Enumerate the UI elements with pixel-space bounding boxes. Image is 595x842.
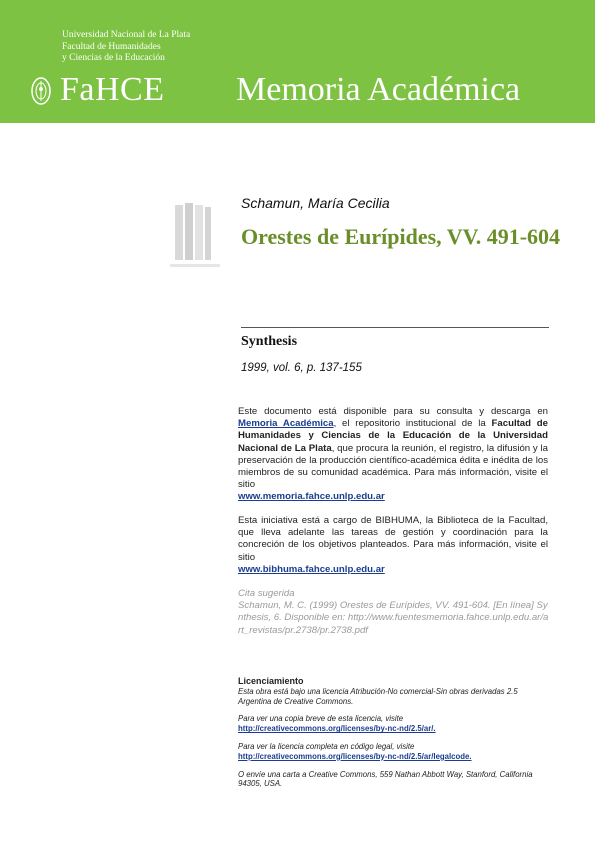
seal-icon: [30, 75, 52, 107]
bibhuma-books-icon: [165, 200, 225, 275]
availability-paragraph: [238, 406, 548, 504]
license-text: Esta obra está bajo una licencia Atribución-No comercial-Sin obras derivadas 2.5 Argentina de Creative Commons.: [238, 686, 518, 706]
suggested-citation: [238, 588, 550, 637]
bibhuma-site-link[interactable]: www.bibhuma.fahce.unlp.edu.ar: [238, 563, 385, 575]
suggested-citation-label: Cita sugerida: [238, 588, 295, 599]
document-title: Orestes de Eurípides, VV. 491-604: [241, 224, 561, 249]
document-author: Schamun, María Cecilia: [241, 195, 390, 211]
memoria-academica-link[interactable]: Memoria Académica: [238, 418, 334, 430]
suggested-citation-text: Schamun, M. C. (1999) Orestes de Eurípides, VV. 491-604. [En línea] Synthesis, 6. Disponible en: http://www.fuentesmemoria.fahce.unlp.edu.ar/art_revistas/pr.2738/pr.2738.pdf: [238, 600, 549, 636]
fahce-logo[interactable]: FaHCE: [60, 71, 165, 108]
citation-details: 1999, vol. 6, p. 137-155: [241, 362, 362, 374]
license-letter-text: O envíe una carta a Creative Commons, 559 Nathan Abbott Way, Stanford, California 94305, USA.: [238, 769, 533, 789]
repository-title[interactable]: Memoria Académica: [236, 71, 521, 108]
paragraph-text: , el repositorio institucional de la: [333, 418, 492, 430]
bibhuma-paragraph: [238, 515, 548, 576]
license-heading: Licenciamiento: [238, 676, 304, 686]
faculty-name: Facultad de Humanidades y Ciencias de la Educación de la Universidad Nacional de La Plata: [238, 418, 548, 454]
license-short-text: Para ver una copia breve de esta licencia, visite: [238, 714, 404, 724]
faculty-line: Facultad de Humanidades: [62, 41, 161, 52]
paragraph-text: Este documento está disponible para su consulta y descarga en: [238, 406, 548, 417]
license-short-link[interactable]: http://creativecommons.org/licenses/by-nc-nd/2.5/ar/.: [238, 724, 436, 734]
divider: [241, 327, 549, 328]
memoria-site-link[interactable]: www.memoria.fahce.unlp.edu.ar: [238, 491, 385, 503]
header-banner: [0, 0, 595, 123]
paragraph-text: , que procura la reunión, el registro, la difusión y la preservación de la producción científico-académica édita e inédita de los miembros de su comunidad académica. Para más información, visite el sitio: [238, 442, 548, 491]
faculty-line-2: y Ciencias de la Educación: [62, 53, 165, 63]
license-full-link[interactable]: http://creativecommons.org/licenses/by-nc-nd/2.5/ar/legalcode.: [238, 751, 472, 761]
university-name: [62, 30, 190, 65]
license-section: [238, 677, 550, 789]
journal-name: Synthesis: [241, 334, 298, 349]
license-full-text: Para ver la licencia completa en código legal, visite: [238, 741, 415, 751]
paragraph-text: Esta iniciativa está a cargo de BIBHUMA, la Biblioteca de la Facultad, que lleva adelante las tareas de gestión y coordinación para la concreción de los objetivos planteados. Para más información, visite el sitio: [238, 515, 548, 563]
university-line: Universidad Nacional de La Plata: [62, 30, 191, 40]
